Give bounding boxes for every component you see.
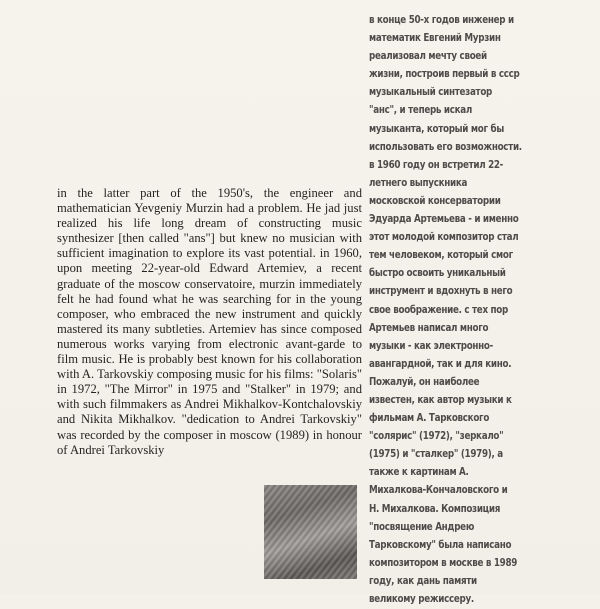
russian-line: тем человеком, который смог [369,250,513,262]
russian-line: "анс", и теперь искал [369,105,473,117]
russian-line: Н. Михалкова. Композиция [369,503,501,515]
russian-line: быстро освоить уникальный [369,268,506,280]
russian-line: в конце 50-х годов инженер и [369,15,514,26]
russian-line: жизни, построив первый в ссср [369,69,520,81]
russian-line: свое воображение. с тех пор [369,304,508,316]
russian-line: московской консерватории [369,195,501,207]
russian-line: также к картинам А. [369,467,469,479]
russian-line: инструмент и вдохнуть в него [369,286,513,298]
russian-line: "солярис" (1972), "зеркало" [369,431,504,443]
russian-line: Тарковскому" была написано [369,539,512,551]
russian-line: авангардной, так и для кино. [369,358,512,370]
russian-line: известен, как автор музыки к [369,394,512,406]
russian-line: фильмам А. Тарковского [369,413,490,425]
russian-line: этот молодой композитор стал [369,232,519,244]
russian-line: композитором в москве в 1989 [369,557,518,569]
russian-line: математик Евгений Мурзин [369,33,501,45]
russian-line: музыки - как электронно- [369,340,493,352]
russian-line: музыкальный синтезатор [369,87,493,99]
russian-line: реализовал мечту своей [369,51,487,63]
russian-line: Пожалуй, он наиболее [369,376,480,388]
russian-line: Эдуарда Артемьева - и именно [369,214,519,226]
russian-line: в 1960 году он встретил 22- [369,159,504,171]
russian-line: летнего выпускника [369,177,468,189]
russian-line: году, как дань памяти [369,575,477,587]
grayscale-photo [264,485,357,579]
english-text-block: in the latter part of the 1950's, the engineer and mathematician Yevgeniy Murzin had a problem. He jad just realized his life long dream of constructing music synthesizer [then called "ans"] but knew no musician with sufficient imagination to explore its vast potential. in 1960, upon meeting 22-year-old Edward Artemiev, a recent graduate of the moscow conservatoire, murzin immediately felt he had found what he was searching for in the young composer, who embraced the new instrument and quickly mastered its many subtleties. Artemiev has since composed numerous works varying from electronic avant-garde to film music. He is probably best known for his collaboration with A. Tarkovskiy composing music for his films: "Solaris" in 1972, "The Mirror" in 1975 and "Stalker" in 1979; and with such filmmakers as Andrei Mikhalkov-Kontchalovskiy and Nikita Mikhalkov. "dedication to Andrei Tarkovskiy" was recorded by the composer in moscow (1989) in honour of Andrei Tarkovskiy [57,186,362,457]
russian-line: великому режиссеру. [369,594,474,605]
russian-text-block [369,12,541,609]
russian-line: (1975) и "сталкер" (1979), а [369,449,503,461]
russian-line: Артемьев написал много [369,322,489,334]
russian-line: "посвящение Андрею [369,521,475,533]
russian-line: Михалкова-Кончаловского и [369,485,508,497]
russian-line: музыканта, который мог бы [369,123,504,135]
russian-line: использовать его возможности. [369,141,522,153]
